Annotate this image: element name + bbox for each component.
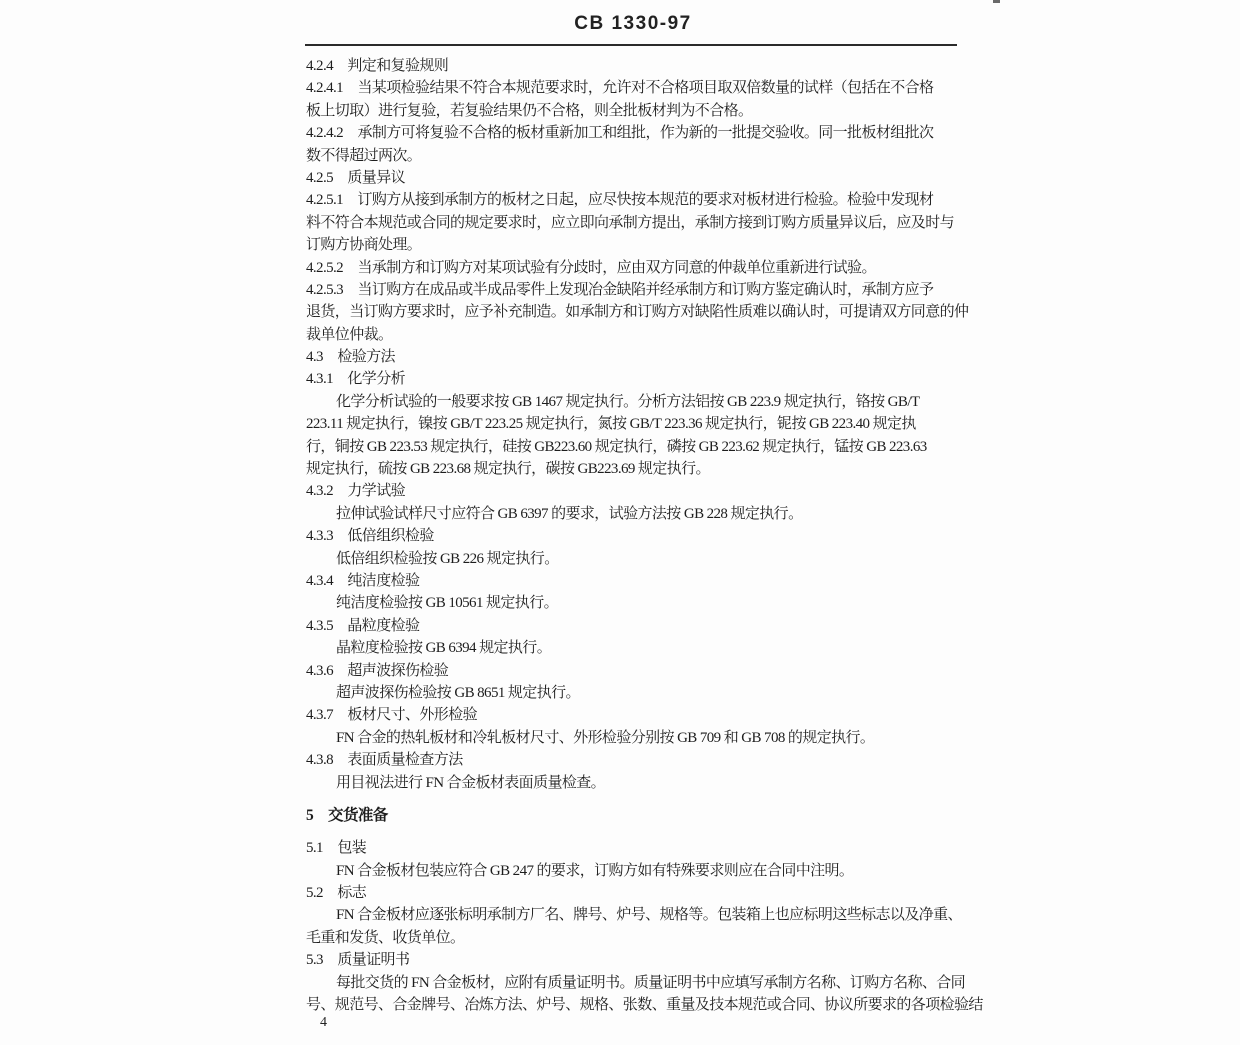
section-heading: 4.2.4.2 承制方可将复验不合格的板材重新加工和组批，作为新的一批提交验收。同一批板材组批次 bbox=[306, 125, 934, 142]
paragraph-line: FN 合金板材包装应符合 GB 247 的要求，订购方如有特殊要求则应在合同中注明。 bbox=[336, 862, 854, 879]
text-line: 规定执行，硫按 GB 223.68 规定执行，碳按 GB223.69 规定执行。 bbox=[306, 461, 710, 478]
text-line: 订购方协商处理。 bbox=[306, 237, 422, 254]
section-heading: 5.1 包装 bbox=[306, 840, 367, 857]
section-heading: 4.3.4 纯洁度检验 bbox=[306, 572, 420, 589]
section-heading: 4.2.5.2 当承制方和订购方对某项试验有分歧时，应由双方同意的仲裁单位重新进行试验。 bbox=[306, 259, 876, 276]
paragraph-line: FN 合金的热轧板材和冷轧板材尺寸、外形检验分别按 GB 709 和 GB 708 的规定执行。 bbox=[336, 729, 875, 746]
standard-code-header: CB 1330-97 bbox=[574, 13, 692, 34]
paragraph-line: 晶粒度检验按 GB 6394 规定执行。 bbox=[336, 640, 552, 657]
text-line: 料不符合本规范或合同的规定要求时，应立即向承制方提出，承制方接到订购方质量异议后，应及时与 bbox=[306, 214, 955, 231]
section-heading: 4.2.4 判定和复验规则 bbox=[306, 58, 449, 74]
section-heading: 4.3.8 表面质量检查方法 bbox=[306, 752, 463, 769]
text-line: 退货，当订购方要求时，应予补充制造。如承制方和订购方对缺陷性质难以确认时，可提请双方同意的仲 bbox=[306, 304, 969, 321]
text-line: 板上切取）进行复验，若复验结果仍不合格，则全批板材判为不合格。 bbox=[306, 102, 753, 119]
text-line: 行，铜按 GB 223.53 规定执行，硅按 GB223.60 规定执行，磷按 GB 223.62 规定执行，锰按 GB 223.63 bbox=[306, 438, 927, 455]
paragraph-line: 低倍组织检验按 GB 226 规定执行。 bbox=[336, 550, 559, 567]
section-heading: 5.2 标志 bbox=[306, 885, 367, 902]
section-heading: 4.3.6 超声波探伤检验 bbox=[306, 662, 449, 679]
paragraph-line: 纯洁度检验按 GB 10561 规定执行。 bbox=[336, 595, 558, 612]
section-heading: 5.3 质量证明书 bbox=[306, 952, 410, 969]
section-heading: 4.2.5 质量异议 bbox=[306, 169, 406, 186]
page-number: 4 bbox=[320, 1015, 327, 1030]
section-heading: 4.2.4.1 当某项检验结果不符合本规范要求时，允许对不合格项目取双倍数量的试样（包括在不合格 bbox=[306, 80, 934, 97]
paragraph-line: 每批交货的 FN 合金板材，应附有质量证明书。质量证明书中应填写承制方名称、订购方名称、合同 bbox=[336, 974, 966, 991]
scan-artifact bbox=[993, 0, 1000, 3]
paragraph-line: 化学分析试验的一般要求按 GB 1467 规定执行。分析方法铝按 GB 223.9 规定执行，铬按 GB/T bbox=[336, 393, 920, 410]
text-line: 数不得超过两次。 bbox=[306, 147, 422, 164]
document-body bbox=[306, 55, 983, 1016]
section-heading: 4.2.5.1 订购方从接到承制方的板材之日起，应尽快按本规范的要求对板材进行检验。检验中发现材 bbox=[306, 192, 934, 209]
section-heading: 4.3.3 低倍组织检验 bbox=[306, 528, 434, 545]
paragraph-line: 用目视法进行 FN 合金板材表面质量检查。 bbox=[336, 774, 606, 791]
text-line: 毛重和发货、收货单位。 bbox=[306, 929, 465, 946]
section-heading: 4.3.5 晶粒度检验 bbox=[306, 617, 420, 634]
section-heading: 4.2.5.3 当订购方在成品或半成品零件上发现冶金缺陷并经承制方和订购方鉴定确认时，承制方应予 bbox=[306, 281, 934, 298]
section-heading: 4.3.7 板材尺寸、外形检验 bbox=[306, 707, 478, 724]
section-heading: 4.3 检验方法 bbox=[306, 349, 395, 366]
text-line: 223.11 规定执行，镍按 GB/T 223.25 规定执行，氮按 GB/T 223.36 规定执行，铌按 GB 223.40 规定执 bbox=[306, 416, 916, 433]
paragraph-line: FN 合金板材应逐张标明承制方厂名、牌号、炉号、规格等。包装箱上也应标明这些标志以及净重、 bbox=[336, 907, 962, 924]
header-rule bbox=[305, 44, 957, 46]
text-line: 裁单位仲裁。 bbox=[306, 326, 393, 343]
chapter-heading: 5 交货准备 bbox=[306, 806, 388, 824]
section-heading: 4.3.2 力学试验 bbox=[306, 483, 406, 500]
text-line: 号、规范号、合金牌号、冶炼方法、炉号、规格、张数、重量及技本规范或合同、协议所要求的各项检验结 bbox=[306, 997, 983, 1014]
paragraph-line: 拉伸试验试样尺寸应符合 GB 6397 的要求，试验方法按 GB 228 规定执行。 bbox=[336, 505, 803, 522]
paragraph-line: 超声波探伤检验按 GB 8651 规定执行。 bbox=[336, 684, 580, 701]
section-heading: 4.3.1 化学分析 bbox=[306, 371, 406, 388]
